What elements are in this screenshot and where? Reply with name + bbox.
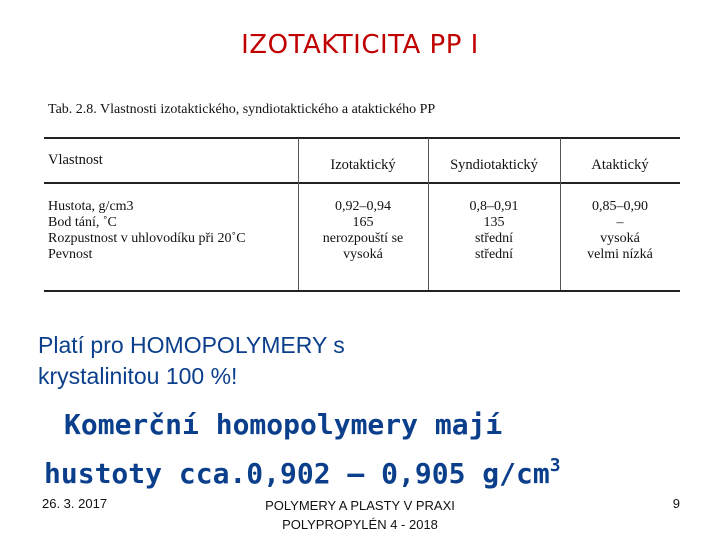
property-density: Hustota, g/cm3	[48, 199, 134, 214]
atactic-value: velmi nízká	[587, 247, 653, 262]
header-property: Vlastnost	[48, 152, 103, 168]
commercial-note-line: hustoty cca.0,902 – 0,905 g/cm	[44, 457, 550, 490]
property-strength: Pevnost	[48, 247, 93, 262]
property-column	[48, 199, 246, 263]
atactic-value: –	[616, 215, 624, 230]
syndiotactic-value: střední	[474, 231, 514, 246]
footer-title	[0, 496, 720, 534]
table-caption: Tab. 2.8. Vlastnosti izotaktického, syndiotaktického a ataktického PP	[48, 102, 436, 117]
header-atactic: Ataktický	[591, 157, 649, 173]
homopolymer-note-line: krystalinitou 100 %!	[38, 363, 238, 389]
isotactic-value: nerozpouští se	[322, 231, 404, 246]
isotactic-value: 0,92–0,94	[335, 199, 391, 214]
homopolymer-note-line: Platí pro HOMOPOLYMERY s	[38, 332, 345, 358]
syndiotactic-value: střední	[474, 247, 514, 262]
properties-table	[44, 100, 680, 292]
header-syndiotactic: Syndiotaktický	[450, 157, 538, 173]
header-isotactic: Izotaktický	[330, 157, 396, 173]
superscript-three: 3	[549, 455, 561, 476]
syndiotactic-column	[428, 199, 560, 263]
isotactic-value: vysoká	[343, 247, 383, 262]
page-number: 9	[672, 496, 680, 511]
property-melting-point: Bod tání, ˚C	[48, 215, 117, 230]
footer-title-line: POLYPROPYLÉN 4 - 2018	[282, 517, 438, 532]
atactic-column	[560, 199, 680, 263]
table-header-rule	[44, 182, 680, 184]
atactic-value: 0,85–0,90	[592, 199, 648, 214]
footer-date: 26. 3. 2017	[42, 496, 108, 511]
syndiotactic-value: 0,8–0,91	[469, 199, 519, 214]
syndiotactic-value: 135	[483, 215, 505, 230]
isotactic-value: 165	[352, 215, 374, 230]
property-solubility: Rozpustnost v uhlovodíku při 20˚C	[48, 231, 246, 246]
isotactic-column	[298, 199, 428, 263]
footer-title-line: POLYMERY A PLASTY V PRAXI	[265, 498, 455, 513]
atactic-value: vysoká	[600, 231, 640, 246]
table-top-rule	[44, 137, 680, 139]
commercial-density-note	[44, 404, 704, 494]
commercial-note-line: Komerční homopolymery mají	[64, 408, 503, 441]
slide-title: IZOTAKTICITA PP I	[241, 30, 479, 60]
table-bottom-rule	[44, 290, 680, 292]
homopolymer-note	[38, 330, 345, 392]
